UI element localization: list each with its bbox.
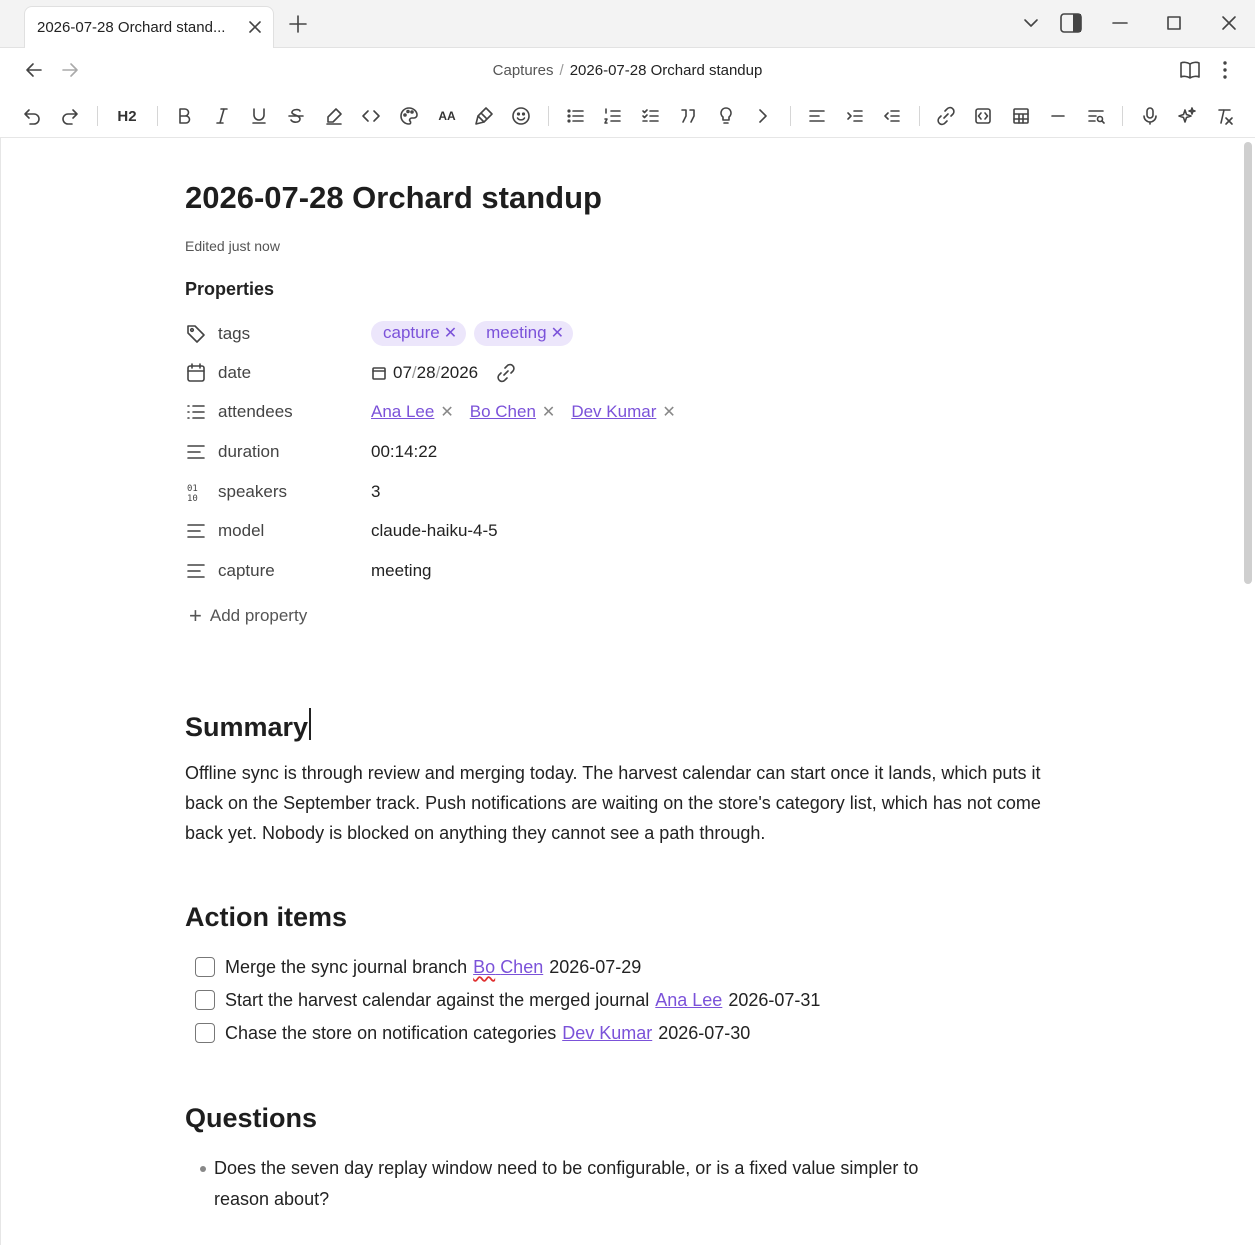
nav-bar: [0, 48, 1255, 94]
questions-heading[interactable]: Questions: [185, 1103, 318, 1133]
date-separator: /: [411, 363, 417, 382]
link-icon[interactable]: [496, 363, 516, 383]
property-name[interactable]: attendees: [218, 402, 293, 421]
owner-last-name: Chen: [500, 956, 544, 977]
task-checkbox[interactable]: [195, 1023, 215, 1043]
palette-icon[interactable]: [397, 104, 421, 128]
text-cursor: [309, 708, 311, 740]
breadcrumb: [0, 62, 1255, 79]
formatting-toolbar: [0, 94, 1255, 138]
tag-pill[interactable]: [371, 321, 466, 346]
plus-icon[interactable]: [286, 12, 310, 36]
task-due-date[interactable]: 2026-07-30: [658, 1022, 751, 1043]
italic-icon[interactable]: [210, 104, 234, 128]
property-value[interactable]: [371, 402, 692, 422]
format-painter-icon[interactable]: [472, 104, 496, 128]
ai-sparkle-icon[interactable]: [1175, 104, 1199, 128]
attendee-link[interactable]: Bo Chen: [469, 402, 536, 421]
strikethrough-icon[interactable]: [284, 104, 308, 128]
tab-active[interactable]: [24, 6, 274, 48]
attendee-link[interactable]: Ana Lee: [371, 402, 435, 421]
remove-attendee-icon[interactable]: ✕: [662, 404, 676, 421]
code-icon[interactable]: [359, 104, 383, 128]
add-property-label: Add property: [209, 606, 308, 625]
embed-icon[interactable]: [971, 104, 995, 128]
edited-status: Edited just now: [185, 238, 280, 254]
text-property-icon[interactable]: [185, 441, 207, 463]
remove-attendee-icon[interactable]: ✕: [541, 404, 556, 421]
toolbar-separator: [157, 106, 158, 126]
tag-label: capture: [383, 323, 440, 342]
property-name[interactable]: model: [218, 521, 265, 540]
task-checkbox[interactable]: [195, 957, 215, 977]
text-property-icon[interactable]: [185, 520, 207, 542]
date-year: 2026: [440, 363, 479, 382]
remove-tag-icon[interactable]: ✕: [443, 325, 458, 342]
remove-attendee-icon[interactable]: ✕: [440, 404, 454, 421]
property-duration: [185, 438, 885, 468]
search-replace-icon[interactable]: [1084, 104, 1108, 128]
add-property-button[interactable]: [189, 605, 307, 627]
close-icon[interactable]: [245, 17, 265, 37]
task-owner-link[interactable]: Dev Kumar: [562, 1022, 653, 1043]
toolbar-separator: [1122, 106, 1123, 126]
bullet-dot: [200, 1166, 206, 1172]
toggle-icon[interactable]: [751, 104, 775, 128]
summary-paragraph[interactable]: Offline sync is through review and merging today. The harvest calendar can start once it lands, which puts it back on the September track. Push notifications are waiting on the store's category list, which has not come back yet. Nobody is blocked on anything they cannot see a path through.: [185, 763, 1041, 843]
scrollbar-thumb[interactable]: [1244, 142, 1252, 584]
properties-heading[interactable]: Properties: [185, 279, 275, 299]
checklist-icon[interactable]: [639, 104, 663, 128]
property-speakers: [185, 478, 885, 508]
property-model: [185, 517, 885, 547]
callout-icon[interactable]: [714, 104, 738, 128]
breadcrumb-current[interactable]: 2026-07-28 Orchard standup: [569, 62, 763, 79]
list-icon[interactable]: [185, 401, 207, 423]
page-title[interactable]: 2026-07-28 Orchard standup: [185, 180, 602, 215]
task-owner-link[interactable]: [473, 957, 543, 978]
chevron-down-icon[interactable]: [1018, 10, 1044, 36]
quote-icon[interactable]: [676, 104, 700, 128]
task-owner-link[interactable]: Ana Lee: [655, 989, 723, 1010]
breadcrumb-parent[interactable]: Captures: [492, 62, 554, 79]
date-day: 28: [416, 363, 436, 382]
task-item: [195, 985, 820, 1015]
property-name[interactable]: tags: [218, 324, 251, 343]
tab-title: 2026-07-28 Orchard stand...: [37, 19, 226, 36]
list-item[interactable]: [200, 1153, 920, 1215]
task-item: [195, 952, 641, 982]
property-value[interactable]: 00:14:22: [371, 442, 438, 461]
numbered-list-icon[interactable]: [601, 104, 625, 128]
spellcheck-word: Bo: [473, 956, 496, 977]
property-value[interactable]: claude-haiku-4-5: [371, 521, 498, 540]
svg-text:10: 10: [187, 494, 198, 503]
bullet-list-icon[interactable]: [564, 104, 588, 128]
sidebar-toggle-icon[interactable]: [1058, 10, 1084, 36]
font-size-label: AA: [438, 109, 456, 123]
summary-heading-text: Summary: [185, 712, 309, 742]
font-size-icon[interactable]: [434, 104, 460, 128]
table-icon[interactable]: [1009, 104, 1033, 128]
toolbar-separator: [919, 106, 920, 126]
tag-pill[interactable]: [474, 321, 573, 346]
outdent-icon[interactable]: [880, 104, 904, 128]
date-month: 07: [393, 363, 412, 382]
attendee-link[interactable]: Dev Kumar: [571, 402, 657, 421]
more-vertical-icon[interactable]: [1213, 58, 1237, 82]
task-due-date[interactable]: 2026-07-29: [549, 956, 642, 977]
heading-button[interactable]: [112, 104, 142, 128]
calendar-icon: [371, 365, 387, 381]
property-name[interactable]: speakers: [218, 482, 287, 501]
question-text: Does the seven day replay window need to be configurable, or is a fixed value simpler to reason about?: [214, 1158, 919, 1209]
property-value[interactable]: meeting: [371, 561, 432, 580]
toolbar-separator: [790, 106, 791, 126]
number-property-icon[interactable]: [185, 481, 207, 503]
editor[interactable]: [0, 138, 1241, 1245]
action-items-heading[interactable]: Action items: [185, 902, 348, 932]
remove-tag-icon[interactable]: ✕: [550, 325, 564, 342]
svg-text:01: 01: [187, 484, 198, 494]
align-icon[interactable]: [805, 104, 829, 128]
task-item: [195, 1018, 750, 1048]
close-icon[interactable]: [1216, 10, 1242, 36]
book-open-icon[interactable]: [1178, 58, 1202, 82]
heading-label: H2: [117, 107, 137, 125]
clear-format-icon[interactable]: [1213, 104, 1237, 128]
summary-heading[interactable]: [185, 708, 311, 743]
plus-icon: +: [189, 603, 202, 628]
tag-label: meeting: [486, 323, 547, 342]
task-text[interactable]: Chase the store on notification categories: [225, 1022, 557, 1043]
divider-icon[interactable]: [1046, 104, 1070, 128]
text-property-icon[interactable]: [185, 560, 207, 582]
underline-icon[interactable]: [247, 104, 271, 128]
property-value[interactable]: [371, 324, 581, 346]
bold-icon[interactable]: [172, 104, 196, 128]
task-text[interactable]: Start the harvest calendar against the merged journal: [225, 989, 650, 1010]
link-icon[interactable]: [934, 104, 958, 128]
toolbar-separator: [548, 106, 549, 126]
property-date: [185, 359, 885, 389]
property-attendees: [185, 398, 885, 428]
microphone-icon[interactable]: [1138, 104, 1162, 128]
task-checkbox[interactable]: [195, 990, 215, 1010]
property-value[interactable]: 3: [371, 482, 381, 501]
task-due-date[interactable]: 2026-07-31: [728, 989, 821, 1010]
undo-icon[interactable]: [20, 104, 44, 128]
property-name[interactable]: date: [218, 363, 252, 382]
maximize-icon[interactable]: [1161, 10, 1187, 36]
title-bar: [0, 0, 1255, 48]
emoji-icon[interactable]: [509, 104, 533, 128]
calendar-icon[interactable]: [185, 362, 207, 384]
task-text[interactable]: Merge the sync journal branch: [225, 956, 468, 977]
indent-icon[interactable]: [843, 104, 867, 128]
redo-icon[interactable]: [58, 104, 82, 128]
minimize-icon[interactable]: [1107, 10, 1133, 36]
tag-icon[interactable]: [185, 323, 207, 345]
date-value[interactable]: [371, 363, 516, 383]
highlight-icon[interactable]: [322, 104, 346, 128]
property-capture: [185, 557, 885, 587]
property-tags: [185, 320, 885, 350]
breadcrumb-separator: /: [559, 62, 564, 79]
date-separator: /: [435, 363, 441, 382]
toolbar-separator: [97, 106, 98, 126]
property-name[interactable]: capture: [218, 561, 275, 580]
property-name[interactable]: duration: [218, 442, 280, 461]
